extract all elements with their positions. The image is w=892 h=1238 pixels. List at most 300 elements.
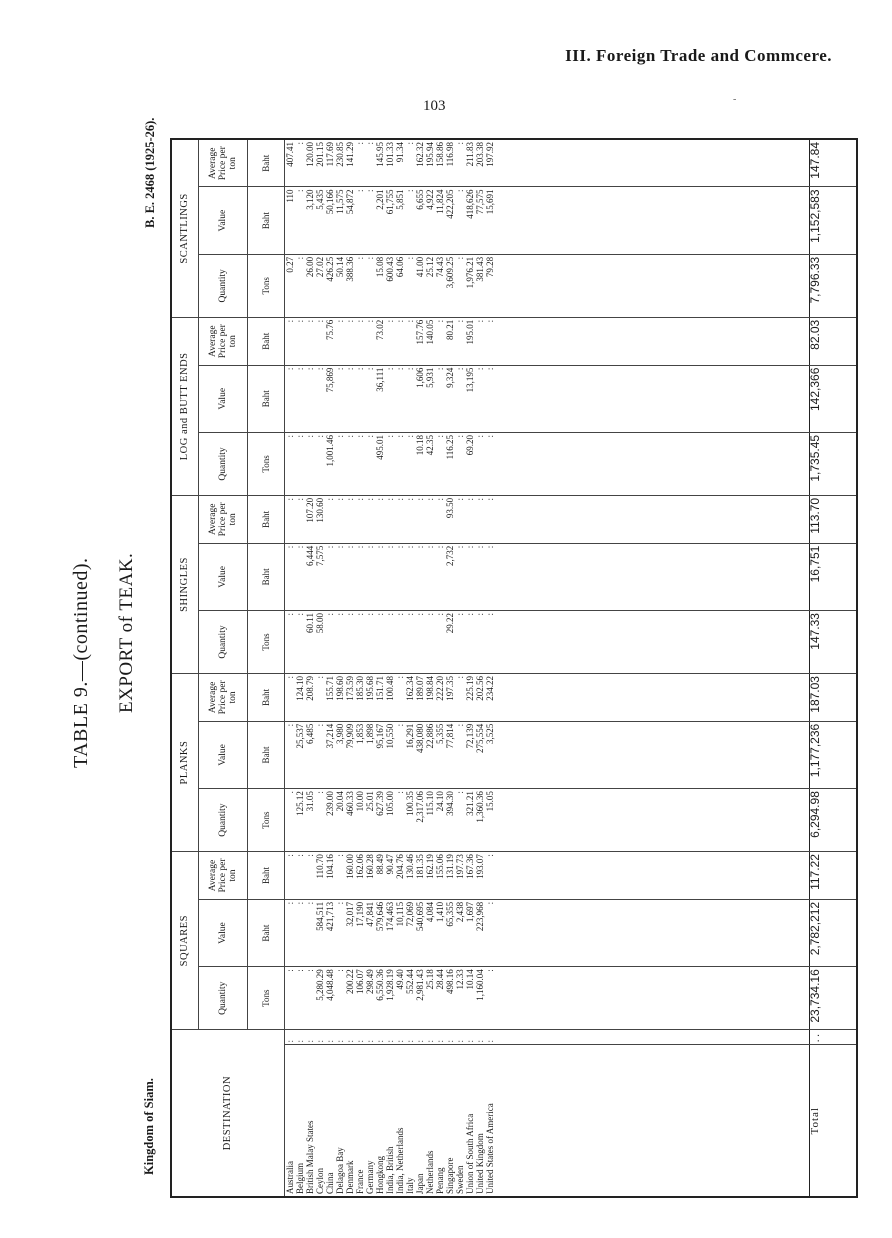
leader-dots: : (365, 1030, 375, 1045)
value-cell: 407.41 (285, 139, 296, 187)
value-cell: 47,841 (365, 899, 375, 966)
value-cell: 80.21 (445, 317, 455, 365)
value-cell: 422,205 (445, 187, 455, 254)
value-cell: 75.76 (325, 317, 335, 365)
value-cell: 540,695 (415, 899, 425, 966)
value-cell: : (325, 611, 335, 674)
value-cell: : (365, 611, 375, 674)
spacer-cell (495, 365, 810, 432)
value-cell: 5,435 (315, 187, 325, 254)
total-value-cell: 142,366 (810, 365, 858, 432)
value-cell: 1,853 (355, 721, 365, 788)
value-cell: : (405, 543, 415, 610)
value-cell: : (365, 432, 375, 495)
spacer-cell (495, 789, 810, 852)
value-cell: : (305, 899, 315, 966)
value-cell: : (285, 543, 296, 610)
value-cell: : (455, 789, 465, 852)
value-cell: 24.10 (435, 789, 445, 852)
value-cell: 100.35 (405, 789, 415, 852)
avg-price-header: Average Price per ton (199, 674, 248, 722)
value-cell: : (295, 899, 305, 966)
value-cell: : (475, 543, 485, 610)
value-cell: 2,732 (445, 543, 455, 610)
table-row (375, 139, 385, 1197)
table-row (425, 139, 435, 1197)
destination-cell: Germany (365, 1045, 375, 1197)
total-value-cell: 187.03 (810, 674, 858, 722)
value-cell: 381.43 (475, 254, 485, 317)
value-cell: 79,909 (345, 721, 355, 788)
value-cell: 208.79 (305, 674, 315, 722)
unit-baht: Baht (248, 899, 285, 966)
total-dots: .. (810, 1030, 858, 1045)
value-cell: : (465, 611, 475, 674)
value-cell: : (295, 543, 305, 610)
table-row (385, 139, 395, 1197)
value-cell: 11,575 (335, 187, 345, 254)
value-cell: 185.30 (355, 674, 365, 722)
value-cell: 61,755 (385, 187, 395, 254)
total-value-cell: 16,751 (810, 543, 858, 610)
total-value-cell: 2,782,212 (810, 899, 858, 966)
value-cell: 2,201 (375, 187, 385, 254)
value-cell: 298.49 (365, 967, 375, 1030)
value-cell: : (415, 611, 425, 674)
unit-baht: Baht (248, 317, 285, 365)
value-cell: 5,280.29 (315, 967, 325, 1030)
table-row (315, 139, 325, 1197)
table-subtitle: EXPORT of TEAK. (116, 552, 137, 713)
value-cell: : (285, 899, 296, 966)
value-cell: 160.28 (365, 852, 375, 900)
spacer-cell (495, 1030, 810, 1045)
value-cell: : (285, 967, 296, 1030)
value-cell: 584,511 (315, 899, 325, 966)
value-cell: 1,928.19 (385, 967, 395, 1030)
value-cell: 222.20 (435, 674, 445, 722)
value-cell: : (345, 495, 355, 543)
value-cell: : (335, 611, 345, 674)
value-cell: 27.02 (315, 254, 325, 317)
table-row (395, 139, 405, 1197)
year-caption: B. E. 2468 (1925-26). (143, 117, 157, 228)
value-cell: 58.00 (315, 611, 325, 674)
value-cell: 115.10 (425, 789, 435, 852)
value-cell: 495.01 (375, 432, 385, 495)
destination-cell: Union of South Africa (465, 1045, 475, 1197)
value-cell: 50,166 (325, 187, 335, 254)
value-cell: : (385, 365, 395, 432)
value-cell: 158.86 (435, 139, 445, 187)
value-cell: 74.43 (435, 254, 445, 317)
spacer-cell (495, 674, 810, 722)
value-cell: : (455, 365, 465, 432)
value-cell: 198.60 (335, 674, 345, 722)
value-cell: : (345, 317, 355, 365)
leader-dots: : (375, 1030, 385, 1045)
value-cell: : (305, 317, 315, 365)
value-cell: 1,160.04 (475, 967, 485, 1030)
group-header-squares: SQUARES (171, 852, 199, 1030)
value-cell: 6,444 (305, 543, 315, 610)
value-cell: 195.94 (425, 139, 435, 187)
value-cell: : (315, 721, 325, 788)
value-cell: : (385, 543, 395, 610)
value-cell: : (295, 139, 305, 187)
value-cell: 3,120 (305, 187, 315, 254)
total-value-cell: 23,734.16 (810, 967, 858, 1030)
value-cell: : (485, 365, 495, 432)
value-cell: 198.84 (425, 674, 435, 722)
value-cell: 160.00 (345, 852, 355, 900)
value-cell: 234.22 (485, 674, 495, 722)
table-row (355, 139, 365, 1197)
destination-cell: Hongkong (375, 1045, 385, 1197)
value-cell: : (385, 317, 395, 365)
leader-dots: : (385, 1030, 395, 1045)
value-cell: : (325, 495, 335, 543)
value-cell: : (305, 365, 315, 432)
value-cell: 230.85 (335, 139, 345, 187)
value-cell: 197.73 (455, 852, 465, 900)
leader-dots: : (325, 1030, 335, 1045)
running-header: III. Foreign Trade and Commcere. (565, 46, 832, 65)
value-cell: 105.00 (385, 789, 395, 852)
value-cell: : (385, 432, 395, 495)
value-cell: 239.00 (325, 789, 335, 852)
value-cell: 25.18 (425, 967, 435, 1030)
value-cell: 155.06 (435, 852, 445, 900)
value-cell: : (375, 543, 385, 610)
value-cell: 201.15 (315, 139, 325, 187)
destination-cell: Japan (415, 1045, 425, 1197)
value-cell: : (345, 432, 355, 495)
table-row (305, 139, 315, 1197)
value-cell: 1,898 (365, 721, 375, 788)
value-cell: : (355, 365, 365, 432)
value-cell: 31.05 (305, 789, 315, 852)
group-header-planks: PLANKS (171, 674, 199, 852)
value-cell: 25.12 (425, 254, 435, 317)
value-cell: 197.35 (445, 674, 455, 722)
total-value-cell: 147.84 (810, 139, 858, 187)
spacer-row (495, 139, 810, 1197)
value-cell: 117.69 (325, 139, 335, 187)
value-cell: : (355, 611, 365, 674)
value-cell: : (425, 543, 435, 610)
value-cell: 202.56 (475, 674, 485, 722)
value-cell: 162.32 (415, 139, 425, 187)
value-cell: : (435, 543, 445, 610)
spacer-cell (495, 187, 810, 254)
value-cell: 75,869 (325, 365, 335, 432)
value-cell: : (295, 254, 305, 317)
value-cell: 4,084 (425, 899, 435, 966)
value-cell: : (435, 495, 445, 543)
table-row (405, 139, 415, 1197)
value-cell: : (405, 139, 415, 187)
value-cell: : (335, 495, 345, 543)
value-cell: 93.50 (445, 495, 455, 543)
leader-dots: : (475, 1030, 485, 1045)
value-cell: 110 (285, 187, 296, 254)
group-header-logs: LOG and BUTT ENDS (171, 317, 199, 495)
value-cell: 15.05 (485, 789, 495, 852)
quantity-header: Quantity (199, 611, 248, 674)
spacer-cell (495, 1045, 810, 1197)
value-cell: : (355, 139, 365, 187)
value-cell: : (385, 495, 395, 543)
value-cell: 167.36 (465, 852, 475, 900)
value-cell: : (305, 432, 315, 495)
leader-dots: : (315, 1030, 325, 1045)
value-cell: 2,981.43 (415, 967, 425, 1030)
value-cell: 88.49 (375, 852, 385, 900)
leader-dots: : (425, 1030, 435, 1045)
value-cell: 321.21 (465, 789, 475, 852)
value-cell: 151.71 (375, 674, 385, 722)
unit-baht: Baht (248, 139, 285, 187)
quantity-header: Quantity (199, 254, 248, 317)
value-cell: : (475, 317, 485, 365)
destination-cell: France (355, 1045, 365, 1197)
value-cell: : (315, 317, 325, 365)
value-cell: 460.33 (345, 789, 355, 852)
value-cell: : (405, 254, 415, 317)
value-cell: 1,360.36 (475, 789, 485, 852)
spacer-cell (495, 317, 810, 365)
total-value-cell: 1,735.45 (810, 432, 858, 495)
value-cell: : (295, 495, 305, 543)
value-cell: : (385, 611, 395, 674)
value-cell: 101.33 (385, 139, 395, 187)
leader-dots: : (485, 1030, 495, 1045)
value-cell: : (285, 432, 296, 495)
value-cell: : (395, 674, 405, 722)
value-cell: 16,291 (405, 721, 415, 788)
value-cell: 28.44 (435, 967, 445, 1030)
value-cell: : (295, 365, 305, 432)
value-cell: : (345, 611, 355, 674)
value-cell: 200.22 (345, 967, 355, 1030)
leader-dots: : (465, 1030, 475, 1045)
value-cell: 95,167 (375, 721, 385, 788)
value-cell: . (285, 789, 296, 852)
value-cell: : (395, 495, 405, 543)
value-cell: 197.92 (485, 139, 495, 187)
value-cell: 552.44 (405, 967, 415, 1030)
avg-price-header: Average Price per ton (199, 317, 248, 365)
value-cell: : (465, 495, 475, 543)
value-cell: 1,976.21 (465, 254, 475, 317)
value-cell: 193.07 (475, 852, 485, 900)
value-cell: 10.14 (465, 967, 475, 1030)
table-row (325, 139, 335, 1197)
value-cell: 7,575 (315, 543, 325, 610)
leader-dots: : (435, 1030, 445, 1045)
value-cell: : (405, 187, 415, 254)
value-cell: : (485, 543, 495, 610)
table-row (455, 139, 465, 1197)
value-cell: : (355, 187, 365, 254)
value-cell: 426.25 (325, 254, 335, 317)
value-cell: : (485, 495, 495, 543)
value-cell: 69.20 (465, 432, 475, 495)
value-cell: : (485, 899, 495, 966)
value-cell: 65,355 (445, 899, 455, 966)
value-cell: 110.70 (315, 852, 325, 900)
leader-dots: : (395, 1030, 405, 1045)
value-cell: 3,609.25 (445, 254, 455, 317)
total-value-cell: 1,152,583 (810, 187, 858, 254)
value-cell: 195.68 (365, 674, 375, 722)
value-cell: 6,485 (305, 721, 315, 788)
destination-cell: Australia (285, 1045, 296, 1197)
value-cell: : (335, 852, 345, 900)
value-cell: 5,355 (435, 721, 445, 788)
value-cell: 1,606 (415, 365, 425, 432)
value-cell: : (455, 432, 465, 495)
value-cell: 2,317.06 (415, 789, 425, 852)
value-cell: 2,438 (455, 899, 465, 966)
value-cell: 211.83 (465, 139, 475, 187)
unit-tons: Tons (248, 611, 285, 674)
value-cell: : (355, 495, 365, 543)
value-cell: : (425, 495, 435, 543)
value-header: Value (199, 365, 248, 432)
value-cell: : (285, 495, 296, 543)
destination-cell: Singapore (445, 1045, 455, 1197)
value-cell: : (415, 495, 425, 543)
value-cell: 181.35 (415, 852, 425, 900)
spacer-cell (495, 967, 810, 1030)
value-cell: : (455, 254, 465, 317)
value-cell: 9,324 (445, 365, 455, 432)
leader-dots: : (295, 1030, 305, 1045)
value-cell: : (355, 254, 365, 317)
value-cell: : (475, 365, 485, 432)
table-row (445, 139, 455, 1197)
value-cell: : (435, 611, 445, 674)
spacer-cell (495, 611, 810, 674)
avg-price-header: Average Price per ton (199, 495, 248, 543)
leader-dots: : (285, 1030, 296, 1045)
destination-cell: United States of America (485, 1045, 495, 1197)
leader-dots: : (345, 1030, 355, 1045)
unit-tons: Tons (248, 789, 285, 852)
table-title: TABLE 9.—(continued). (70, 557, 92, 768)
value-cell: 124.10 (295, 674, 305, 722)
value-cell: 162.34 (405, 674, 415, 722)
value-cell: 10,115 (395, 899, 405, 966)
value-header: Value (199, 721, 248, 788)
group-header-shingles: SHINGLES (171, 495, 199, 673)
value-cell: 25.01 (365, 789, 375, 852)
unit-tons: Tons (248, 432, 285, 495)
quantity-header: Quantity (199, 967, 248, 1030)
quantity-header: Quantity (199, 432, 248, 495)
value-cell: : (435, 365, 445, 432)
value-cell: 73.02 (375, 317, 385, 365)
value-header: Value (199, 899, 248, 966)
value-cell: 141.29 (345, 139, 355, 187)
value-cell: : (475, 495, 485, 543)
value-cell: : (285, 611, 296, 674)
value-cell: 131.19 (445, 852, 455, 900)
unit-baht: Baht (248, 495, 285, 543)
value-cell: 77,814 (445, 721, 455, 788)
value-cell: : (455, 543, 465, 610)
value-cell: 10,550 (385, 721, 395, 788)
value-cell: 4,922 (425, 187, 435, 254)
destination-cell: India, Netherlands (395, 1045, 405, 1197)
value-cell: : (365, 317, 375, 365)
value-cell: 140.05 (425, 317, 435, 365)
value-cell: : (475, 611, 485, 674)
value-cell: 394.30 (445, 789, 455, 852)
value-cell: 6,655 (415, 187, 425, 254)
value-cell: 627.39 (375, 789, 385, 852)
destination-cell: Belgium (295, 1045, 305, 1197)
value-cell: : (285, 721, 296, 788)
value-cell: 72,069 (405, 899, 415, 966)
table-body (285, 139, 858, 1197)
value-cell: : (465, 543, 475, 610)
value-cell: : (285, 674, 296, 722)
value-cell: 36,111 (375, 365, 385, 432)
value-cell: 15.08 (375, 254, 385, 317)
destination-header: DESTINATION (171, 1030, 285, 1197)
value-cell: : (395, 317, 405, 365)
value-cell: 162.06 (355, 852, 365, 900)
value-cell: : (395, 432, 405, 495)
value-cell: 15,691 (485, 187, 495, 254)
leader-dots: : (455, 1030, 465, 1045)
leader-dots: : (335, 1030, 345, 1045)
value-cell: : (335, 365, 345, 432)
value-cell: : (345, 365, 355, 432)
spacer-cell (495, 899, 810, 966)
value-cell: : (315, 674, 325, 722)
leader-dots: : (415, 1030, 425, 1045)
value-cell: : (295, 967, 305, 1030)
value-cell: : (335, 432, 345, 495)
spacer-cell (495, 495, 810, 543)
value-cell: 125.12 (295, 789, 305, 852)
value-cell: : (405, 495, 415, 543)
value-cell: : (405, 365, 415, 432)
value-cell: : (315, 365, 325, 432)
value-cell: 49.40 (395, 967, 405, 1030)
value-cell: : (335, 899, 345, 966)
value-cell: 20.04 (335, 789, 345, 852)
total-label: Total (810, 1045, 858, 1197)
value-cell: 42.35 (425, 432, 435, 495)
value-cell: : (315, 789, 325, 852)
value-cell: : (435, 432, 445, 495)
value-cell: : (485, 432, 495, 495)
value-cell: : (405, 432, 415, 495)
value-cell: : (335, 317, 345, 365)
value-cell: 10.18 (415, 432, 425, 495)
table-row (285, 139, 296, 1197)
destination-cell: Italy (405, 1045, 415, 1197)
value-cell: 5,931 (425, 365, 435, 432)
value-cell: 120.00 (305, 139, 315, 187)
table-row (485, 139, 495, 1197)
spacer-cell (495, 543, 810, 610)
